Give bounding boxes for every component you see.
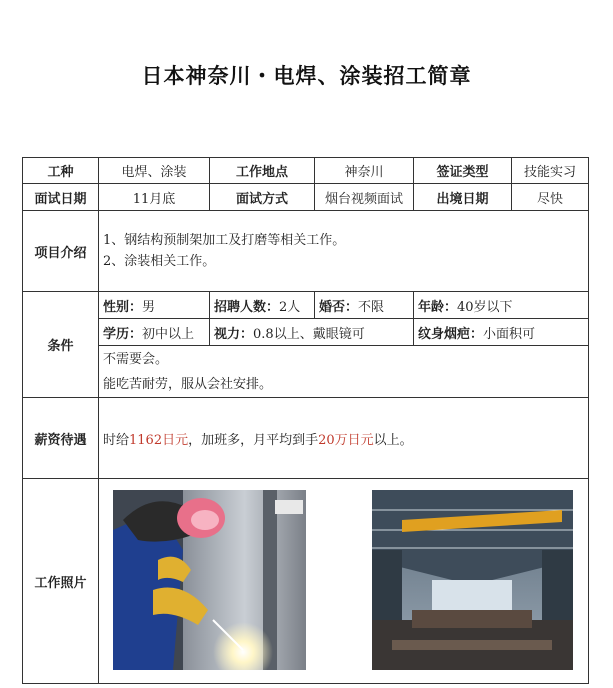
gender-cell (99, 292, 210, 319)
marital-label: 婚否： (319, 299, 359, 315)
location-label: 工作地点 (210, 158, 315, 184)
row-conditions-2 (23, 319, 589, 346)
headcount-cell (210, 292, 315, 319)
gender-label: 性别： (103, 299, 143, 315)
conditions-label: 条件 (23, 292, 99, 398)
job-type-label: 工种 (23, 158, 99, 184)
row-conditions-1 (23, 292, 589, 319)
gender-value: 男 (142, 299, 156, 315)
salary-mid: ，加班多，月平均到手 (188, 432, 319, 448)
project-description (99, 211, 589, 292)
photos-cell (99, 479, 589, 684)
visa-value: 技能实习 (512, 158, 589, 184)
row-interview-info (23, 184, 589, 211)
row-basic-info (23, 158, 589, 184)
age-cell (414, 292, 589, 319)
vision-label: 视力： (214, 326, 254, 342)
photos-label: 工作照片 (23, 479, 99, 684)
location-value: 神奈川 (315, 158, 414, 184)
salary-description (99, 398, 589, 479)
vision-value: 0.8以上、戴眼镜可 (253, 326, 365, 342)
salary-prefix: 时给 (103, 432, 130, 448)
age-value: 40岁以下 (457, 299, 513, 315)
marital-cell (315, 292, 414, 319)
interview-method-label: 面试方式 (210, 184, 315, 211)
conditions-notes (99, 346, 589, 398)
row-conditions-notes (23, 346, 589, 398)
tattoo-cell (414, 319, 589, 346)
page-title: 日本神奈川・电焊、涂装招工简章 (141, 64, 472, 88)
interview-date-label: 面试日期 (23, 184, 99, 211)
row-photos (23, 479, 589, 684)
row-salary (23, 398, 589, 479)
project-line: 1、钢结构预制架加工及打磨等相关工作。 (103, 233, 346, 248)
monthly-wage: 20万日元 (318, 432, 374, 448)
factory-photo (372, 490, 573, 670)
headcount-label: 招聘人数： (214, 299, 280, 315)
age-label: 年龄： (418, 299, 458, 315)
job-type-value: 电焊、涂装 (99, 158, 210, 184)
marital-value: 不限 (358, 299, 385, 315)
recruitment-table (22, 157, 589, 684)
project-line: 2、涂装相关工作。 (103, 254, 216, 269)
tattoo-value: 小面积可 (483, 326, 536, 342)
education-label: 学历： (103, 326, 143, 342)
education-cell (99, 319, 210, 346)
interview-date-value: 11月底 (99, 184, 210, 211)
visa-label: 签证类型 (414, 158, 512, 184)
salary-label: 薪资待遇 (23, 398, 99, 479)
tattoo-label: 纹身烟疤： (418, 326, 484, 342)
departure-label: 出境日期 (414, 184, 512, 211)
hourly-wage: 1162日元 (129, 432, 189, 448)
headcount-value: 2人 (279, 299, 301, 315)
departure-value: 尽快 (512, 184, 589, 211)
project-label: 项目介绍 (23, 211, 99, 292)
interview-method-value: 烟台视频面试 (315, 184, 414, 211)
vision-cell (210, 319, 414, 346)
note-line: 能吃苦耐劳，服从会社安排。 (103, 376, 273, 392)
salary-suffix: 以上。 (373, 432, 413, 448)
note-line: 不需要会。 (103, 351, 169, 367)
education-value: 初中以上 (142, 326, 195, 342)
welding-photo (113, 490, 306, 670)
row-project (23, 211, 589, 292)
